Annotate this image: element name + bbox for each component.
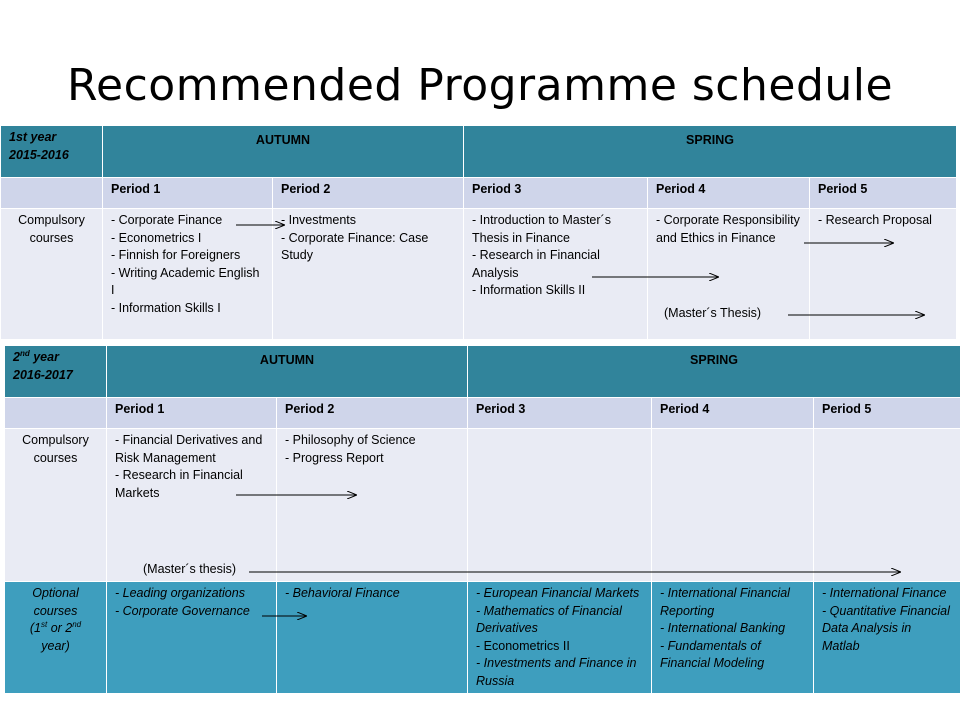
year1-label <box>1 126 103 178</box>
year2-p3-courses <box>468 429 652 582</box>
optional-p1-courses <box>107 582 277 694</box>
course-item: - Introduction to Master´s Thesis in Finance <box>472 213 611 245</box>
course-item: - Investments <box>281 213 357 227</box>
course-item: - Research in Financial Markets <box>115 468 243 500</box>
optional-label-sup: st <box>40 619 48 629</box>
course-item: - Finnish for Foreigners <box>111 248 241 262</box>
optional-label-part: or 2 <box>47 621 73 635</box>
course-item: - International Financial Reporting <box>660 586 790 618</box>
year1-schedule-table <box>0 125 957 340</box>
year2-p5-courses <box>814 429 960 582</box>
course-item: - Research Proposal <box>818 213 932 227</box>
year2-spring-header: SPRING <box>468 346 960 398</box>
optional-p2-courses <box>277 582 468 694</box>
year2-period-3: Period 3 <box>468 398 652 429</box>
year1-p5-courses <box>810 209 957 340</box>
optional-label-year: year) <box>41 638 70 653</box>
year2-autumn-header: AUTUMN <box>107 346 468 398</box>
course-item: - Progress Report <box>285 450 384 465</box>
year1-period-2: Period 2 <box>273 178 464 209</box>
year2-p1-courses <box>107 429 277 582</box>
optional-label-text: Optional courses <box>32 586 79 618</box>
course-item: - Leading organizations <box>115 586 245 600</box>
page-title: Recommended Programme schedule <box>66 60 894 111</box>
course-item: - Quantitative Financial Data Analysis in Matlab <box>822 603 950 653</box>
course-item: - European Financial Markets <box>476 586 640 600</box>
year1-p1-courses <box>103 209 273 340</box>
course-item: - Mathematics of Financial Derivatives <box>476 603 622 635</box>
course-item: - Fundamentals of Financial Modeling <box>660 638 765 670</box>
year2-period-1: Period 1 <box>107 398 277 429</box>
year2-label <box>5 346 107 398</box>
year2-thesis-label: (Master´s thesis) <box>143 562 237 576</box>
year1-range: 2015-2016 <box>9 147 69 162</box>
course-item: - Financial Derivatives and Risk Management <box>115 433 263 465</box>
course-item: - Information Skills I <box>111 300 221 315</box>
optional-p5-courses <box>814 582 960 694</box>
course-item: - Information Skills II <box>472 283 586 297</box>
year2-label-text <box>13 349 98 367</box>
course-item: - Corporate Finance <box>111 213 223 227</box>
optional-label-years <box>13 620 98 638</box>
year2-period-empty <box>5 398 107 429</box>
year2-range: 2016-2017 <box>13 367 73 382</box>
course-item: - Corporate Finance: Case Study <box>281 230 429 262</box>
year2-compulsory-label: Compulsory courses <box>5 429 107 582</box>
course-item: - Econometrics II <box>476 638 570 653</box>
year1-period-1: Period 1 <box>103 178 273 209</box>
course-item: - Econometrics I <box>111 230 202 245</box>
optional-p3-courses <box>468 582 652 694</box>
course-item: - Writing Academic English I <box>111 265 260 297</box>
year1-autumn-header: AUTUMN <box>103 126 464 178</box>
year2-schedule-table <box>4 345 960 694</box>
year2-p2-courses <box>277 429 468 582</box>
course-item: - Behavioral Finance <box>285 586 400 600</box>
year2-period-4: Period 4 <box>652 398 814 429</box>
year1-compulsory-label: Compulsory courses <box>1 209 103 340</box>
optional-courses-label <box>5 582 107 694</box>
year1-thesis-label: (Master´s Thesis) <box>664 306 762 320</box>
year1-p2-courses <box>273 209 464 340</box>
course-item: - Corporate Governance <box>115 603 250 618</box>
course-item: - Philosophy of Science <box>285 433 416 447</box>
year2-label-num: 2 <box>13 350 20 364</box>
year1-period-4: Period 4 <box>648 178 810 209</box>
year1-spring-header: SPRING <box>464 126 957 178</box>
optional-label-part: (1 <box>29 621 41 635</box>
optional-label-sup: nd <box>72 619 82 629</box>
course-item: - International Finance <box>822 586 947 600</box>
year1-p3-courses <box>464 209 648 340</box>
year2-label-rest: year <box>29 350 59 364</box>
year1-label-text: 1st year <box>9 130 57 144</box>
year2-period-5: Period 5 <box>814 398 960 429</box>
year1-period-5: Period 5 <box>810 178 957 209</box>
year1-period-empty <box>1 178 103 209</box>
year1-period-3: Period 3 <box>464 178 648 209</box>
course-item: - Corporate Responsibility and Ethics in Finance <box>656 213 800 245</box>
course-item: - Investments and Finance in Russia <box>476 656 637 688</box>
course-item: - International Banking <box>660 621 786 635</box>
year2-label-sup: nd <box>19 348 30 358</box>
course-item: - Research in Financial Analysis <box>472 248 600 280</box>
year2-period-2: Period 2 <box>277 398 468 429</box>
optional-p4-courses <box>652 582 814 694</box>
year2-p4-courses <box>652 429 814 582</box>
